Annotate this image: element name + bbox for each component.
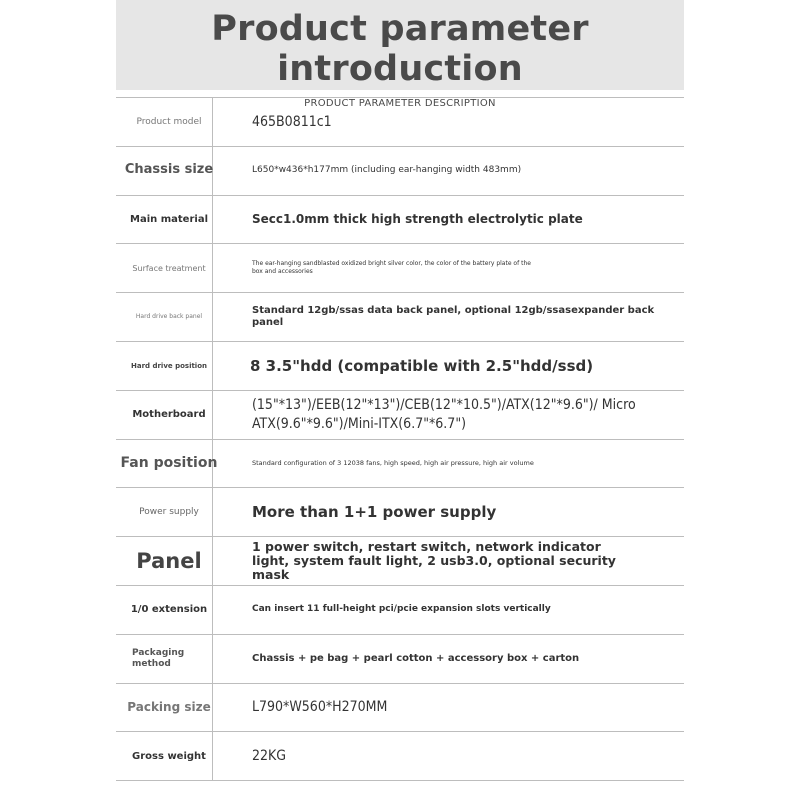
table-row-hard-drive-position <box>116 342 684 391</box>
row-value: (15"*13")/EEB(12"*13")/CEB(12"*10.5")/ATX(12"*9.6")/ Micro ATX(9.6"*9.6")/Mini-ITX(6.7"*6.7") <box>252 396 636 432</box>
table-row-gross-weight <box>116 732 684 781</box>
row-label: 1/0 extension <box>130 604 208 616</box>
table-row-product-model <box>116 98 684 147</box>
table-row-main-material <box>116 196 684 245</box>
row-value: L650*w436*h177mm (including ear-hanging width 483mm) <box>252 165 522 176</box>
page-header <box>116 0 684 109</box>
row-label: Main material <box>130 213 208 225</box>
row-value: More than 1+1 power supply <box>252 503 497 522</box>
row-label: Product model <box>136 116 202 127</box>
table-row-packaging-method <box>116 635 684 684</box>
row-value: 8 3.5"hdd (compatible with 2.5"hdd/ssd) <box>250 356 594 375</box>
table-row-chassis-size <box>116 147 684 196</box>
row-value: 1 power switch, restart switch, network indicator light, system fault light, 2 usb3.0, optional security mask <box>252 538 616 583</box>
row-value: Secc1.0mm thick high strength electrolytic plate <box>252 212 583 227</box>
row-label: Chassis size <box>124 162 214 178</box>
row-value: 22KG <box>252 747 287 764</box>
row-value: L790*W560*H270MM <box>252 699 388 716</box>
table-row-hard-drive-back-panel <box>116 293 684 342</box>
row-value: 465B0811c1 <box>252 113 332 130</box>
parameter-table <box>116 97 684 781</box>
table-row-fan-position <box>116 440 684 489</box>
row-label: Packaging method <box>132 648 185 669</box>
table-row-motherboard <box>116 391 684 440</box>
page-subtitle: PRODUCT PARAMETER DESCRIPTION <box>304 98 496 109</box>
row-label: Surface treatment <box>132 263 206 273</box>
row-value: Chassis + pe bag + pearl cotton + accessory box + carton <box>252 652 580 664</box>
row-label: Packing size <box>127 699 211 714</box>
row-value: Standard 12gb/ssas data back panel, optional 12gb/ssasexpander back panel <box>252 305 655 329</box>
row-label: Fan position <box>120 455 218 472</box>
row-value: Standard configuration of 3 12038 fans, high speed, high air pressure, high air volume <box>252 458 534 467</box>
row-label: Power supply <box>139 507 199 518</box>
table-row-panel <box>116 537 684 586</box>
page-title: Product parameter introduction <box>211 9 589 89</box>
row-label: Gross weight <box>132 750 206 762</box>
table-row-io-extension <box>116 586 684 635</box>
row-label: Panel <box>136 549 202 573</box>
table-row-power-supply <box>116 488 684 537</box>
row-label: Hard drive position <box>130 361 207 370</box>
row-value: Can insert 11 full-height pci/pcie expansion slots vertically <box>252 604 551 615</box>
row-label: Motherboard <box>132 408 206 420</box>
row-value: The ear-hanging sandblasted oxidized bright silver color, the color of the battery plate of the box and accessories <box>252 260 531 276</box>
table-row-surface-treatment <box>116 244 684 293</box>
row-label: Hard drive back panel <box>135 312 203 320</box>
table-row-packing-size <box>116 684 684 733</box>
